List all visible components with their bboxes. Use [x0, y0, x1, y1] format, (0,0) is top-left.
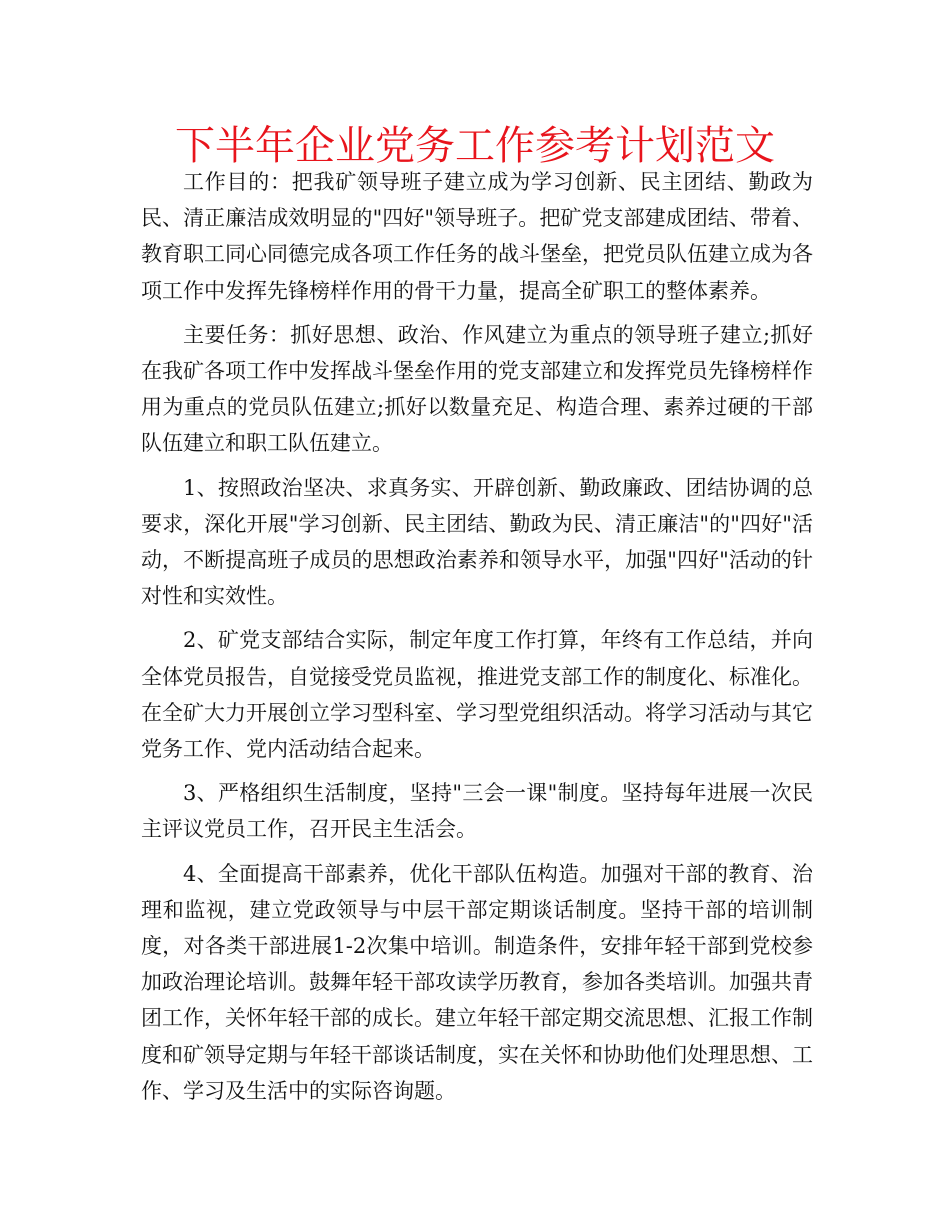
paragraph-item-3: 3、严格组织生活制度，坚持"三会一课"制度。坚持每年进展一次民主评议党员工作，召开民主生活会。	[141, 781, 813, 842]
paragraph-item-1: 1、按照政治坚决、求真务实、开辟创新、勤政廉政、团结协调的总要求，深化开展"学习创新、民主团结、勤政为民、清正廉洁"的"四好"活动，不断提高班子成员的思想政治素养和领导水平，加强"四好"活动的针对性和实效性。	[141, 475, 813, 609]
document-body	[141, 164, 813, 1117]
document-title: 下半年企业党务工作参考计划范文	[175, 123, 775, 169]
paragraph-item-2: 2、矿党支部结合实际，制定年度工作打算，年终有工作总结，并向全体党员报告，自觉接受党员监视，推进党支部工作的制度化、标准化。在全矿大力开展创立学习型科室、学习型党组织活动。将学习活动与其它党务工作、党内活动结合起来。	[141, 628, 813, 762]
paragraph-main-tasks: 主要任务：抓好思想、政治、作风建立为重点的领导班子建立;抓好在我矿各项工作中发挥战斗堡垒作用的党支部建立和发挥党员先锋榜样作用为重点的党员队伍建立;抓好以数量充足、构造合理、素养过硬的干部队伍建立和职工队伍建立。	[141, 322, 813, 456]
paragraph-objective: 工作目的：把我矿领导班子建立成为学习创新、民主团结、勤政为民、清正廉洁成效明显的"四好"领导班子。把矿党支部建成团结、带着、教育职工同心同德完成各项工作任务的战斗堡垒，把党员队伍建立成为各项工作中发挥先锋榜样作用的骨干力量，提高全矿职工的整体素养。	[141, 170, 813, 303]
paragraph-item-4: 4、全面提高干部素养，优化干部队伍构造。加强对干部的教育、治理和监视，建立党政领导与中层干部定期谈话制度。坚持干部的培训制度，对各类干部进展1-2次集中培训。制造条件，安排年轻干部到党校参加政治理论培训。鼓舞年轻干部攻读学历教育，参加各类培训。加强共青团工作，关怀年轻干部的成长。建立年轻干部定期交流思想、汇报工作制度和矿领导定期与年轻干部谈话制度，实在关怀和协助他们处理思想、工作、学习及生活中的实际咨询题。	[141, 861, 813, 1103]
